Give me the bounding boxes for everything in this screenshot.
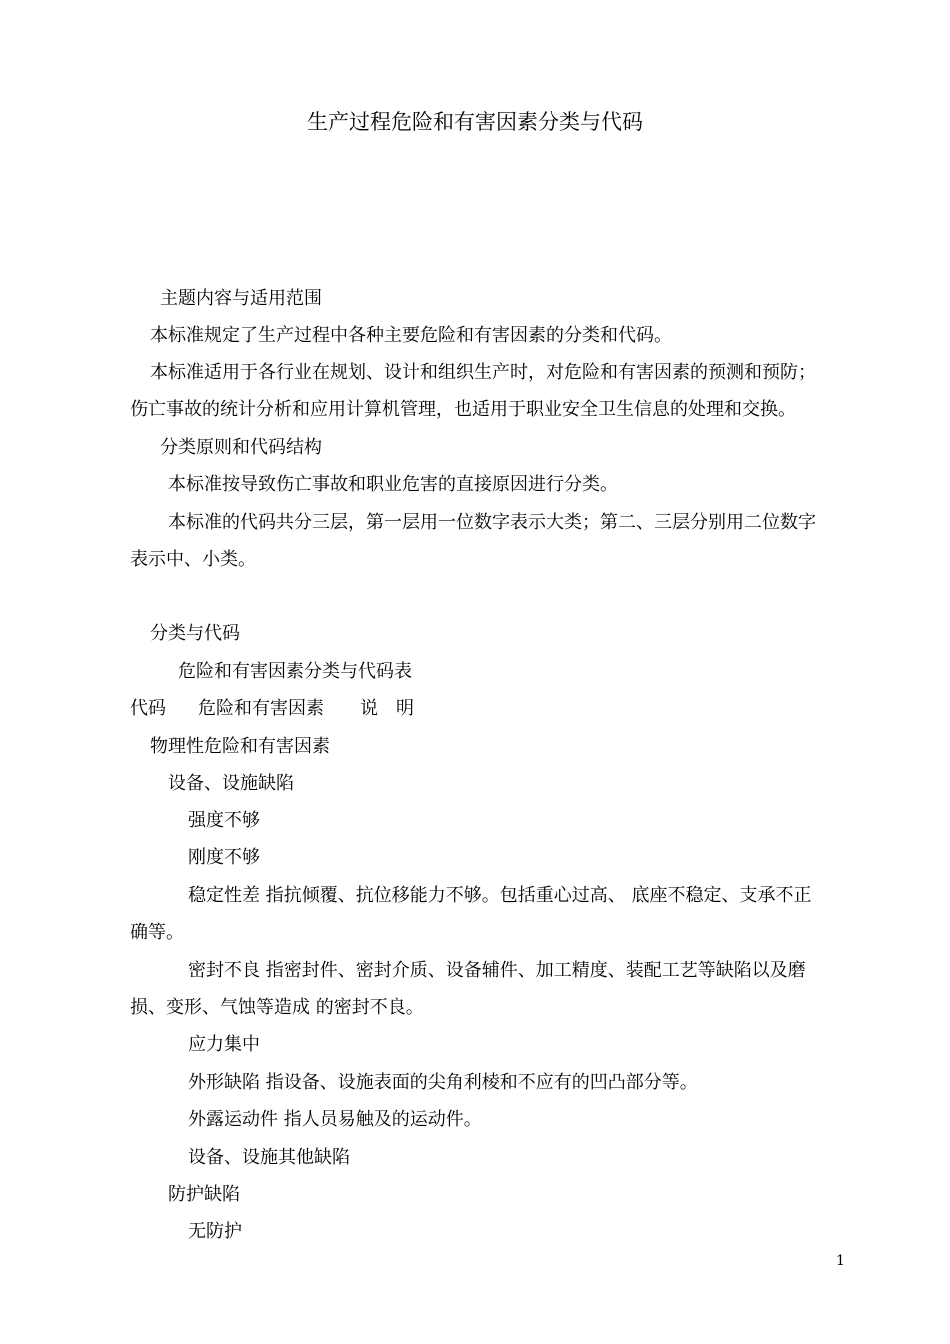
table-header-factor: 危险和有害因素 [198,698,324,719]
section-heading-classification: 分类与代码 [150,623,240,644]
principle-paragraph-1: 本标准按导致伤亡事故和职业危害的直接原因进行分类。 [168,474,618,495]
document-title: 生产过程危险和有害因素分类与代码 [307,110,643,134]
item-stress: 应力集中 [188,1034,260,1055]
scope-paragraph-2-line-1: 本标准适用于各行业在规划、设计和组织生产时，对危险和有害因素的预测和预防； [150,362,816,383]
section-heading-scope: 主题内容与适用范围 [160,288,322,309]
item-strength: 强度不够 [188,810,260,831]
item-physical: 物理性危险和有害因素 [150,736,330,757]
section-heading-principle: 分类原则和代码结构 [160,437,322,458]
item-seal-line-1: 密封不良 指密封件、密封介质、设备辅件、加工精度、装配工艺等缺陷以及磨 [188,960,806,981]
item-seal-line-2: 损、变形、气蚀等造成 的密封不良。 [130,997,424,1018]
item-rigidity: 刚度不够 [188,847,260,868]
table-header-code: 代码 [130,698,166,719]
item-shape-defect: 外形缺陷 指设备、设施表面的尖角利棱和不应有的凹凸部分等。 [188,1072,698,1093]
item-equipment-defect: 设备、设施缺陷 [168,773,294,794]
scope-paragraph-1: 本标准规定了生产过程中各种主要危险和有害因素的分类和代码。 [150,325,672,346]
item-exposed-moving: 外露运动件 指人员易触及的运动件。 [188,1109,482,1130]
principle-paragraph-2-line-1: 本标准的代码共分三层，第一层用一位数字表示大类；第二、三层分别用二位数字 [168,512,816,533]
item-protection-defect: 防护缺陷 [168,1184,240,1205]
principle-paragraph-2-line-2: 表示中、小类。 [130,549,256,570]
item-other-equipment-defect: 设备、设施其他缺陷 [188,1147,350,1168]
scope-paragraph-2-line-2: 伤亡事故的统计分析和应用计算机管理，也适用于职业安全卫生信息的处理和交换。 [130,399,796,420]
page-number: 1 [836,1253,845,1269]
item-no-protection: 无防护 [188,1221,242,1242]
item-stability-line-2: 确等。 [130,922,184,943]
table-header-note: 说 明 [360,698,414,719]
item-stability-line-1: 稳定性差 指抗倾覆、抗位移能力不够。包括重心过高、 底座不稳定、支承不正 [188,885,812,906]
table-title: 危险和有害因素分类与代码表 [178,661,412,682]
